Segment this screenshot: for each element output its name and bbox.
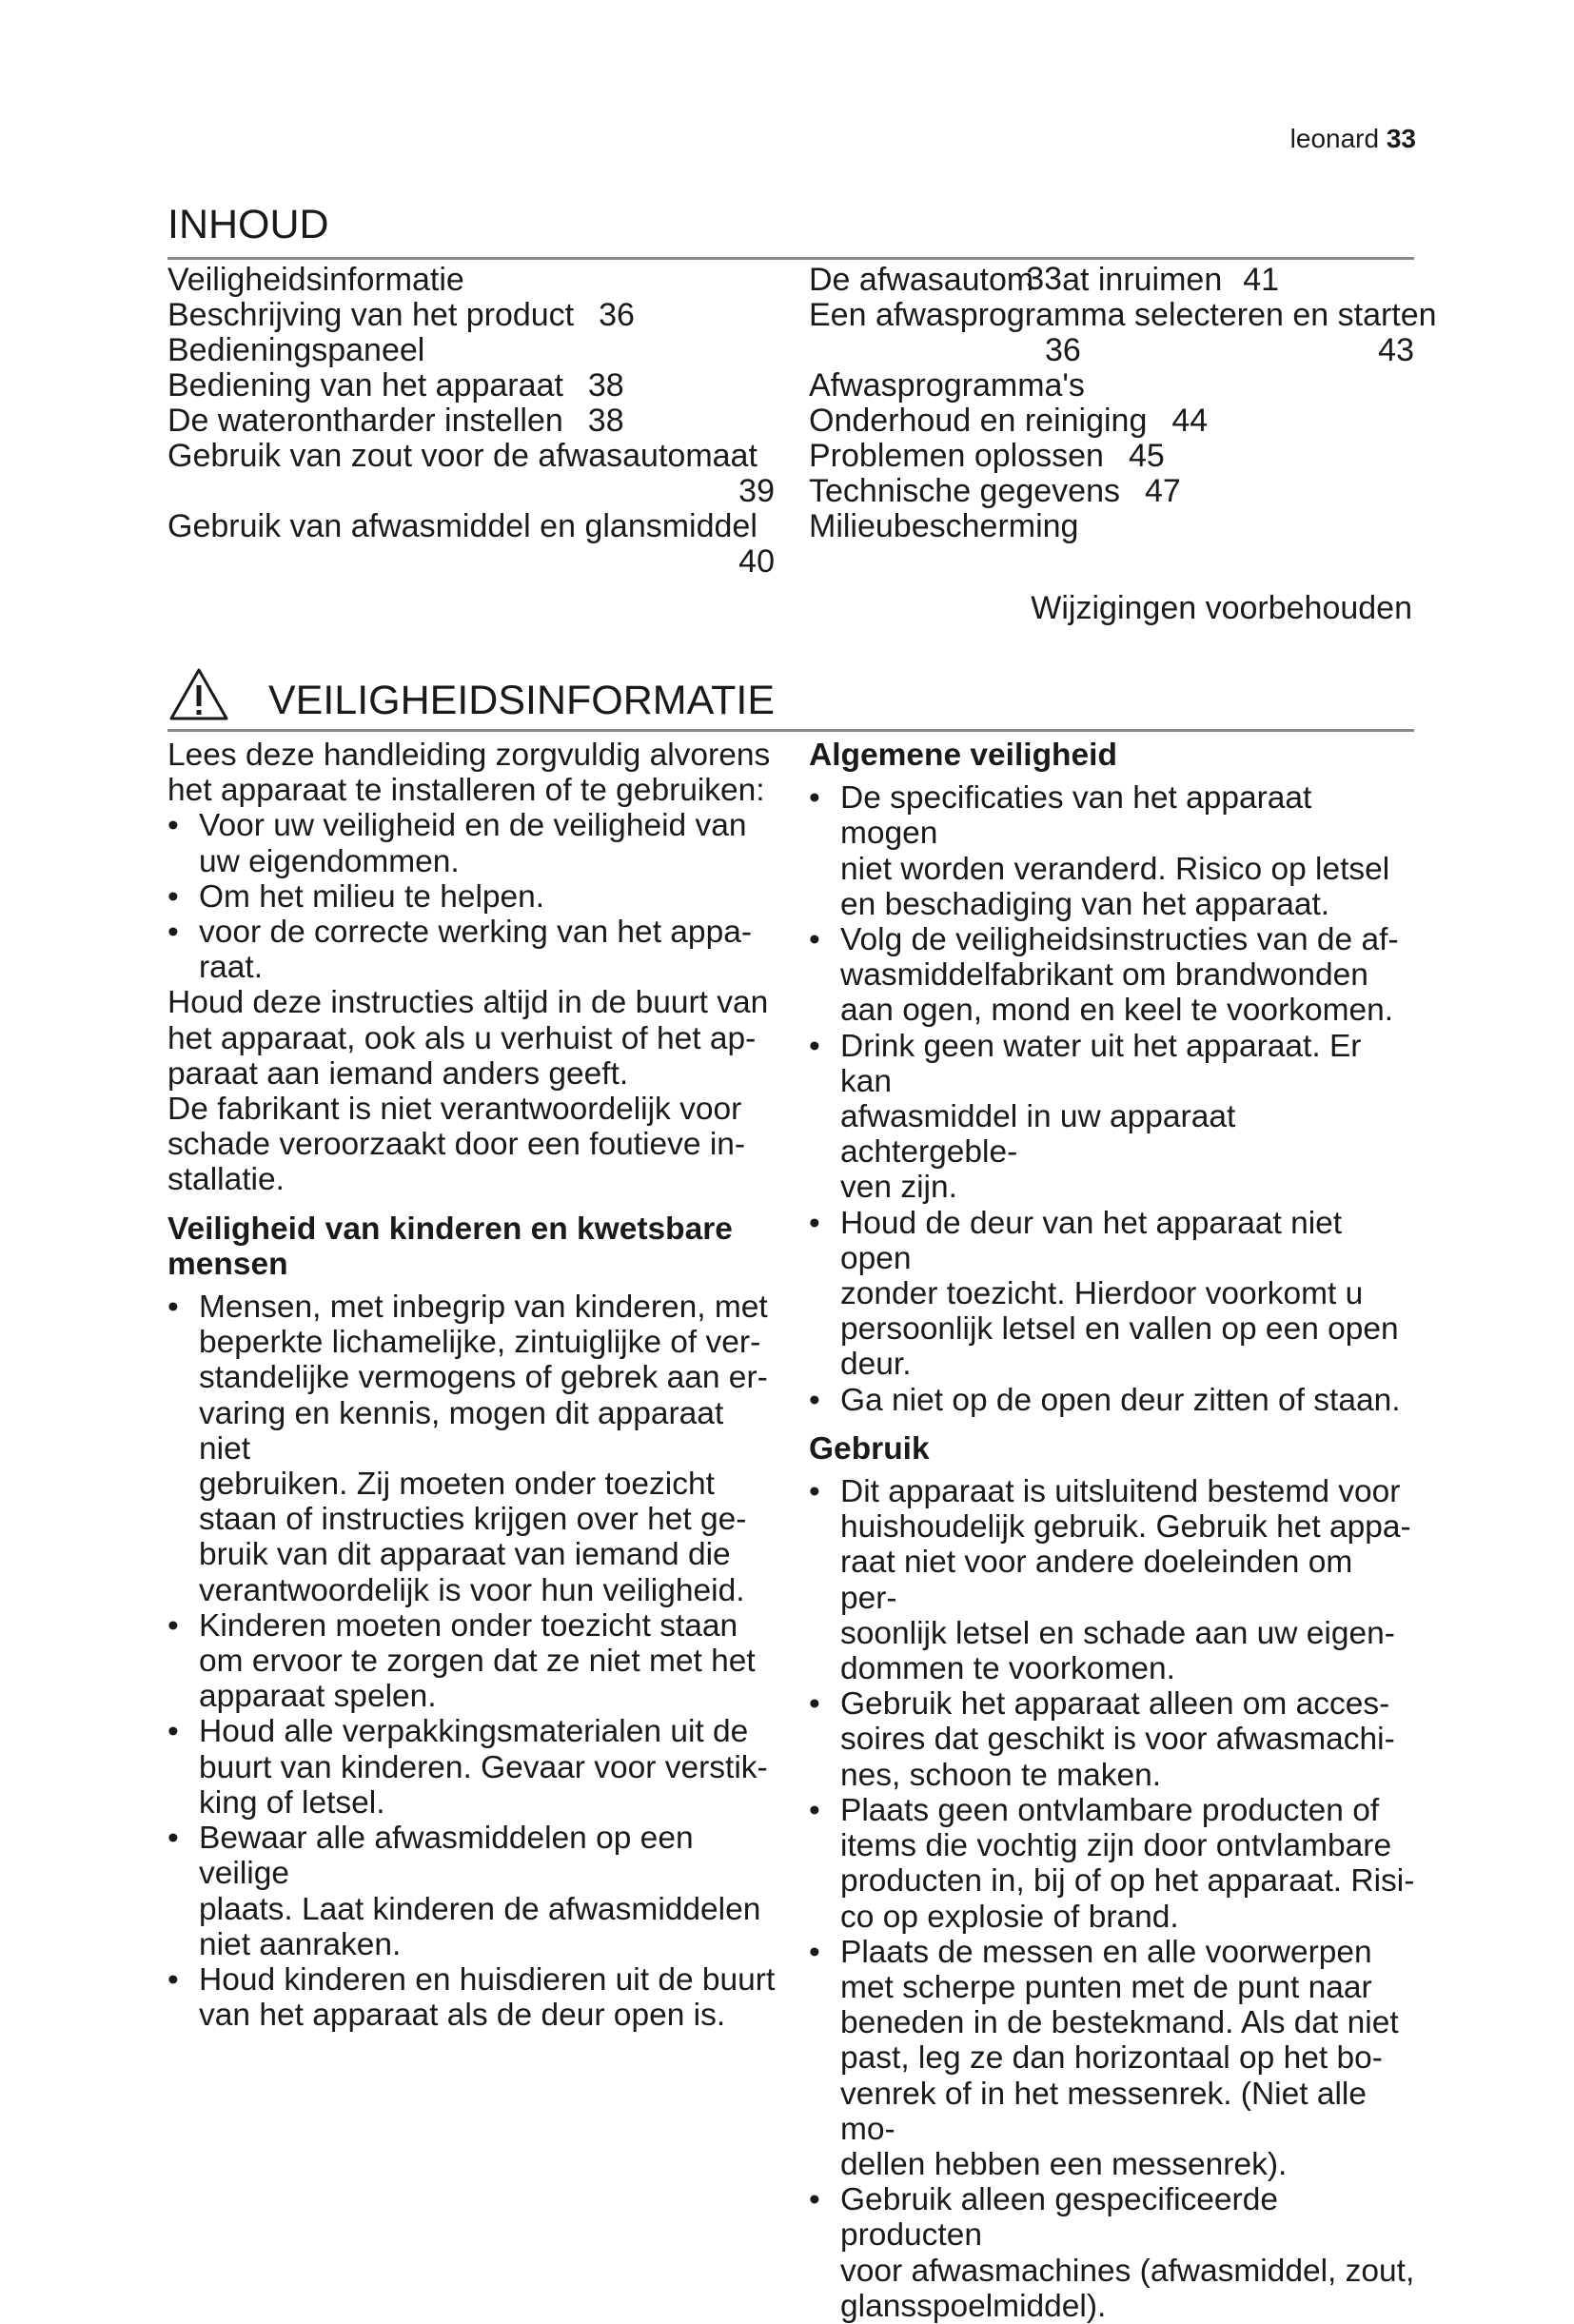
intro-text: Lees deze handleiding zorgvuldig alvorens het apparaat te installeren of te gebruiken: — [167, 738, 771, 809]
toc-left-column — [167, 263, 777, 580]
toc-entry[interactable]: Bedieningspaneel — [167, 332, 425, 368]
list-item: • Houd de deur van het apparaat niet open zonder toezicht. Hierdoor voorkomt u persoonlijk letsel en vallen op een open deur. — [809, 1205, 1399, 1383]
toc-entry[interactable]: Beschrijving van het product 36 — [167, 297, 635, 333]
safety-left-column — [167, 738, 777, 2033]
safety-right-column — [809, 738, 1418, 2324]
list-item: • Ga niet op de open deur zitten of staan. — [809, 1382, 1401, 1418]
safety-divider — [167, 729, 1414, 732]
list-item: • voor de correcte werking van het appa- raat. — [167, 915, 752, 986]
instructions-text: Houd deze instructies altijd in de buurt van het apparaat, ook als u verhuist of het ap- paraat aan iemand anders geeft. De fabrikant is niet verantwoordelijk voor schade veroorzaakt door een foutieve in- stallatie. — [167, 985, 769, 1198]
children-safety-heading: Veiligheid van kinderen en kwetsbare mensen — [167, 1211, 733, 1282]
toc-entry[interactable]: Gebruik van afwasmiddel en glansmiddel 40 — [167, 508, 775, 580]
warning-icon — [167, 666, 230, 728]
usage-heading: Gebruik — [809, 1430, 930, 1467]
list-item: • De specificaties van het apparaat mogen niet worden veranderd. Risico op letsel en beschadiging van het apparaat. — [809, 780, 1390, 922]
list-item: • Voor uw veiligheid en de veiligheid van uw eigendommen. — [167, 808, 747, 879]
general-safety-list — [809, 780, 1418, 1418]
toc-entry[interactable]: De afwasautom 33 at inruimen 41 — [809, 261, 1280, 298]
toc-title: INHOUD — [167, 202, 329, 247]
general-safety-heading: Algemene veiligheid — [809, 738, 1117, 773]
toc-entry[interactable]: De waterontharder instellen 38 — [167, 403, 624, 439]
page-header — [1290, 124, 1416, 154]
list-item: • Drink geen water uit het apparaat. Er kan afwasmiddel in uw apparaat achtergeble- ven zijn. — [809, 1028, 1362, 1206]
list-item: • Houd alle verpakkingsmaterialen uit de buurt van kinderen. Gevaar voor verstik- king of letsel. — [167, 1714, 768, 1821]
list-item: • Plaats geen ontvlambare producten of items die vochtig zijn door ontvlambare producten in, bij of op het apparaat. Risi- co op explosie of brand. — [809, 1792, 1415, 1935]
page-number: 33 — [1386, 124, 1416, 153]
toc-entry[interactable]: Gebruik van zout voor de afwasautomaat 39 — [167, 438, 775, 509]
toc-entry[interactable]: Veiligheidsinformatie — [167, 262, 464, 298]
list-item: • Bewaar alle afwasmiddelen op een veilige plaats. Laat kinderen de afwasmiddelen niet aanraken. — [167, 1821, 761, 1962]
brand-name: leonard — [1289, 124, 1380, 153]
toc-entry[interactable]: Bediening van het apparaat 38 — [167, 367, 624, 404]
changes-reserved-note: Wijzigingen voorbehouden — [1031, 590, 1412, 626]
list-item: • Mensen, met inbegrip van kinderen, met beperkte lichamelijke, zintuiglijke of ver- standelijke vermogens of gebrek aan er- varing en kennis, mogen dit apparaat niet gebruiken. Zij moeten onder toezicht staan of instructies krijgen over het ge- bruik van dit apparaat van iemand die verantwoordelijk is voor hun veiligheid. — [167, 1290, 768, 1608]
list-item: • Kinderen moeten onder toezicht staan om ervoor te zorgen dat ze niet met het apparaat spelen. — [167, 1607, 756, 1715]
toc-entry[interactable]: Afwasprogramma's — [809, 367, 1085, 404]
toc-entry[interactable]: Milieubescherming — [809, 508, 1079, 544]
list-item: • Gebruik alleen gespecificeerde producten voor afwasmachines (afwasmiddel, zout, glansspoelmiddel). — [809, 2182, 1415, 2324]
toc-right-column — [809, 261, 1437, 544]
intro-list — [167, 808, 777, 985]
list-item: • Om het milieu te helpen. — [167, 878, 545, 915]
toc-entry[interactable]: Problemen oplossen 45 — [809, 438, 1165, 474]
safety-title: VEILIGHEIDSINFORMATIE — [268, 678, 775, 723]
toc-entry[interactable]: Een afwasprogramma selecteren en starten 36 43 — [809, 297, 1437, 368]
list-item: • Dit apparaat is uitsluitend bestemd voor huishoudelijk gebruik. Gebruik het appa- raat niet voor andere doeleinden om per- soonlijk letsel en schade aan uw eigen- dommen te voorkomen. — [809, 1474, 1411, 1687]
toc-entry[interactable]: Technische gegevens 47 — [809, 473, 1181, 509]
toc-entry[interactable]: Onderhoud en reiniging 44 — [809, 403, 1209, 439]
list-item: • Houd kinderen en huisdieren uit de buurt van het apparaat als de deur open is. — [167, 1961, 776, 2034]
list-item: • Volg de veiligheidsinstructies van de af- wasmiddelfabrikant om brandwonden aan ogen, mond en keel te voorkomen. — [809, 922, 1399, 1029]
list-item: • Gebruik het apparaat alleen om acces- soires dat geschikt is voor afwasmachi- nes, schoon te maken. — [809, 1686, 1395, 1793]
toc-divider — [167, 257, 1414, 260]
list-item: • Plaats de messen en alle voorwerpen met scherpe punten met de punt naar beneden in de bestekmand. Als dat niet past, leg ze dan horizontaal op het bo- venrek of in het messenrek. (Niet alle mo- dellen hebben een messenrek). — [809, 1934, 1399, 2182]
usage-list — [809, 1474, 1418, 2324]
children-safety-list — [167, 1290, 777, 2033]
